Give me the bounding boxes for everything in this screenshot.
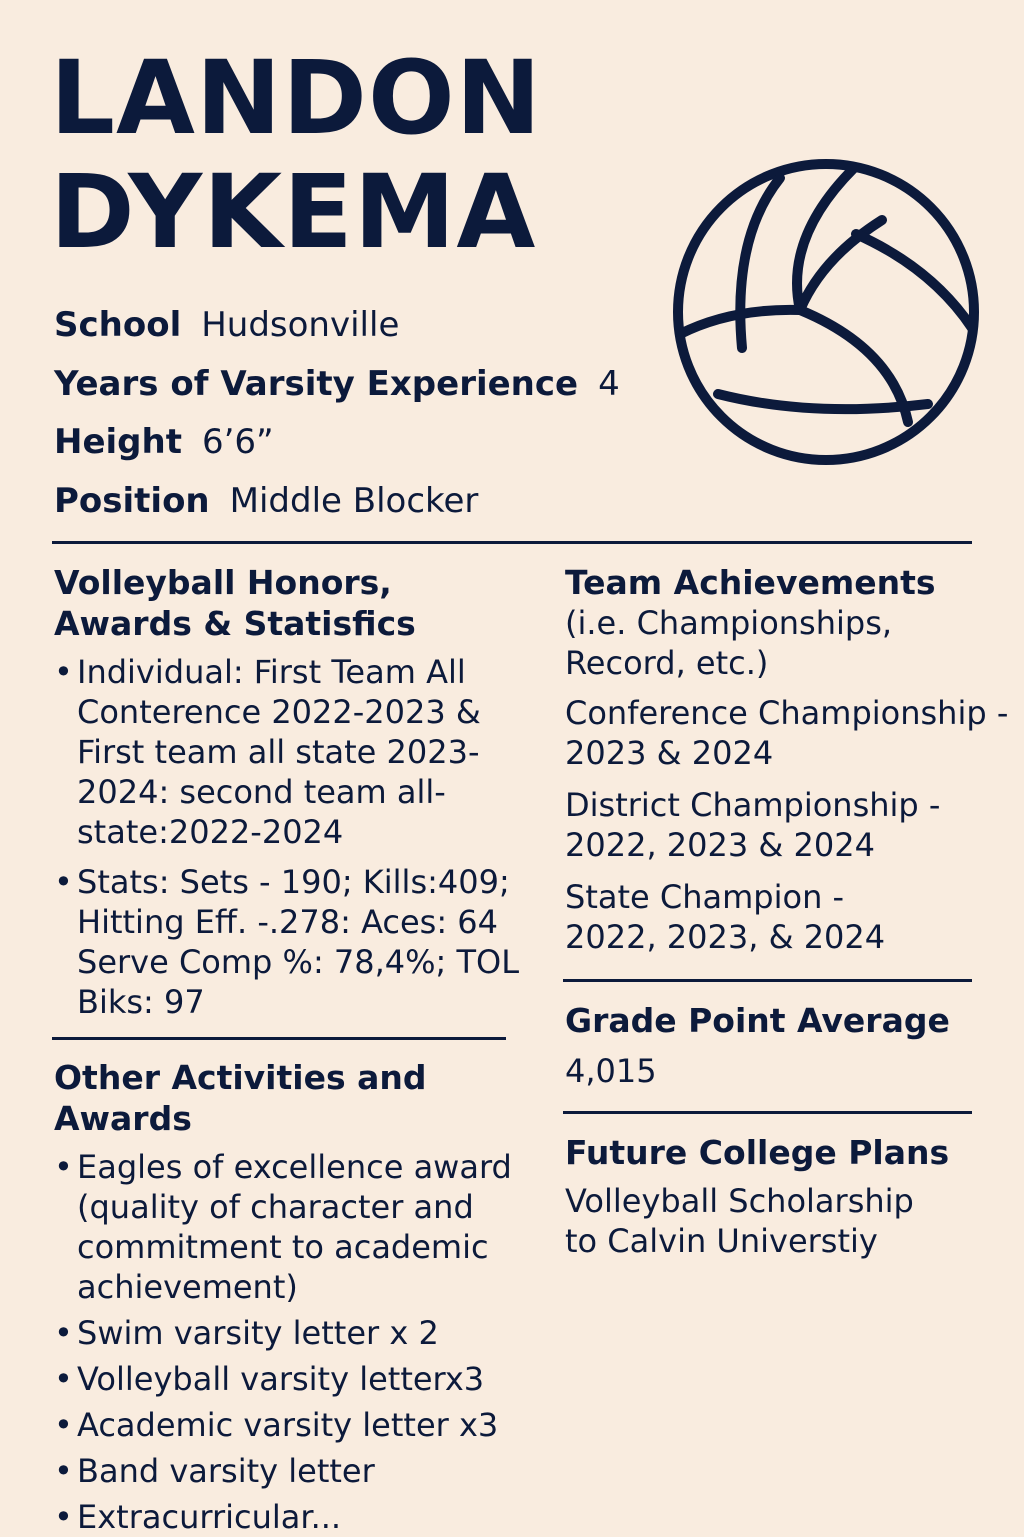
fact-value: 6’6” (201, 422, 274, 463)
fact-position (54, 472, 654, 531)
achievement-name: State Champion - (565, 878, 845, 916)
honors-title (54, 562, 524, 644)
first-name: LANDON (50, 39, 543, 158)
team-achievement-item (565, 877, 1015, 957)
fact-varsity-years (54, 355, 654, 414)
fact-value: Hudsonville (201, 305, 400, 346)
list-item: • Extracurricular... (54, 1497, 524, 1537)
honors-title-line2: Awards & Statisfics (54, 604, 416, 643)
list-item: • Eagles of excellence award (quality of character and commitment to academic achievement) (54, 1147, 524, 1307)
divider-right-1 (563, 979, 972, 982)
team-achievement-item (565, 785, 1015, 865)
divider-top (52, 541, 972, 544)
gpa-value: 4,015 (565, 1052, 657, 1090)
list-item: • Swim varsity letter x 2 (54, 1313, 524, 1353)
athlete-facts (54, 296, 654, 530)
gpa-title: Grade Point Average (565, 1001, 950, 1040)
other-title-line1: Other Activities and (54, 1058, 427, 1097)
divider-left (52, 1037, 506, 1040)
fact-value: Middle Blocker (229, 480, 479, 521)
team-achievements-section (565, 562, 1015, 957)
other-activities-list (54, 1147, 524, 1537)
fact-label: Position (54, 480, 210, 521)
team-achievement-item (565, 693, 1015, 773)
achievement-years: 2023 & 2024 (565, 734, 774, 772)
fact-value: 4 (598, 363, 620, 404)
divider-right-2 (563, 1111, 972, 1114)
achievement-years: 2022, 2023, & 2024 (565, 918, 886, 956)
fact-height (54, 413, 654, 472)
college-plans-line2: to Calvin Universtiy (565, 1222, 878, 1260)
other-activities-title (54, 1057, 524, 1139)
team-achievements-title: Team Achievements (565, 563, 936, 602)
other-activities-section (54, 1057, 524, 1537)
list-item: • Volleyball varsity letterx3 (54, 1359, 524, 1399)
achievement-name: District Championship - (565, 786, 941, 824)
other-title-line2: Awards (54, 1099, 192, 1138)
gpa-section (565, 1000, 1015, 1091)
fact-school (54, 296, 654, 355)
list-item: • Academic varsity letter x3 (54, 1405, 524, 1445)
achievement-years: 2022, 2023 & 2024 (565, 826, 875, 864)
athlete-name (50, 39, 543, 272)
team-subtitle-line2: Record, etc.) (565, 644, 769, 682)
achievement-name: Conference Championship - (565, 694, 1009, 732)
college-plans-section (565, 1132, 1015, 1261)
list-item: • Band varsity letter (54, 1451, 524, 1491)
volleyball-icon (672, 158, 980, 466)
fact-label: Years of Varsity Experience (54, 363, 579, 404)
list-item: • Stats: Sets - 190; Kills:409; Hitting Eff. -.278: Aces: 64 Serve Comp %: 78,4%; TOL Biks: 97 (54, 862, 524, 1022)
college-plans-title: Future College Plans (565, 1133, 950, 1172)
honors-title-line1: Volleyball Honors, (54, 563, 392, 602)
fact-label: Height (54, 422, 182, 463)
college-plans-line1: Volleyball Scholarship (565, 1182, 914, 1220)
honors-list (54, 652, 524, 1022)
last-name: DYKEMA (50, 153, 537, 272)
team-subtitle-line1: (i.e. Championships, (565, 604, 893, 642)
team-achievements-subtitle (565, 603, 1015, 683)
list-item: • Individual: First Team All Conterence 2022-2023 & First team all state 2023-2024: second team all-state:2022-2024 (54, 652, 524, 852)
honors-section (54, 562, 524, 1022)
fact-label: School (54, 305, 182, 346)
